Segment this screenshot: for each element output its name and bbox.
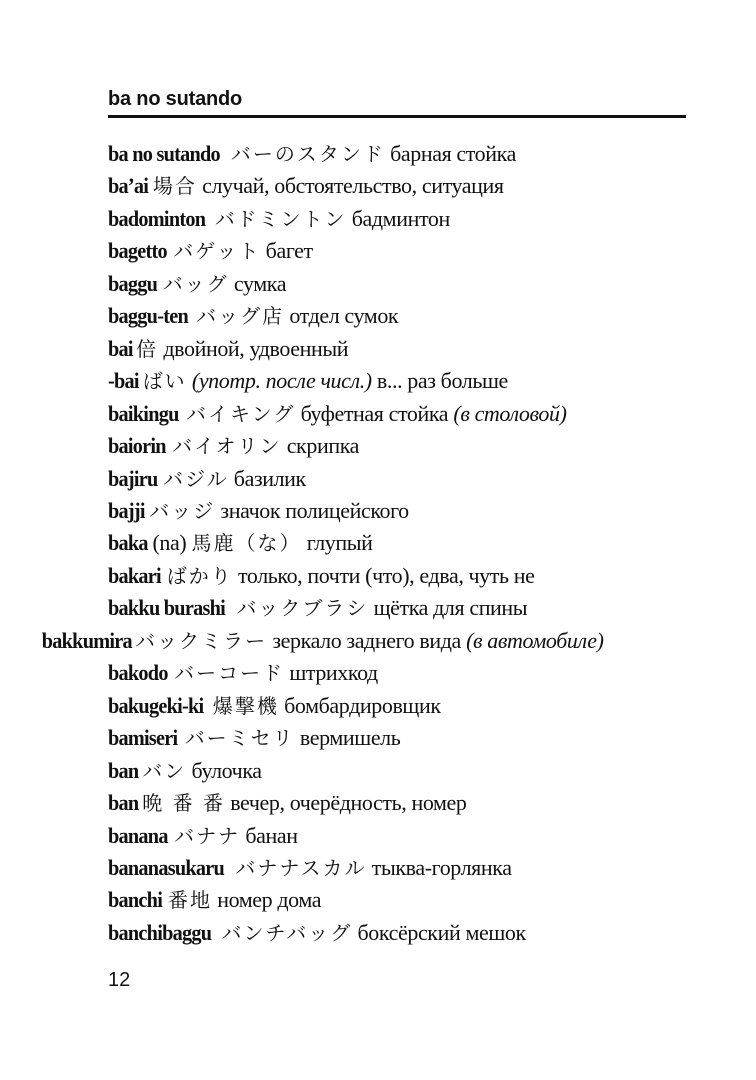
translation: случай, обстоятельство, ситуация <box>202 173 504 199</box>
entry <box>108 592 698 624</box>
translation: барная стойка <box>390 141 516 166</box>
entry <box>108 268 698 300</box>
entry <box>108 787 698 819</box>
headword: baikingu <box>108 400 179 426</box>
translation: вечер, очерёдность, номер <box>230 790 467 816</box>
translation: вермишель <box>299 725 401 751</box>
translation: банан <box>245 822 298 848</box>
translation: глупый <box>306 530 373 556</box>
headword: bakari <box>108 562 161 588</box>
translation: в... раз больше <box>376 368 508 394</box>
japanese: バーミセリ <box>184 726 295 751</box>
headword: bamiseri <box>108 725 178 751</box>
entry <box>41 625 698 657</box>
japanese: バッグ <box>162 271 229 296</box>
translation: бомбардировщик <box>284 692 441 718</box>
japanese: バナナスカル <box>235 855 367 880</box>
translation: булочка <box>191 757 262 783</box>
japanese: バックブラシ <box>236 596 369 621</box>
translation: только, почти (что), едва, чуть не <box>237 562 535 588</box>
translation: базилик <box>233 465 306 491</box>
headword: baka <box>108 530 148 556</box>
entry <box>108 463 698 495</box>
usage-note: (употр. после числ.) <box>191 368 372 394</box>
japanese: 爆撃機 <box>212 693 279 718</box>
headword: bajiru <box>108 465 158 491</box>
headword: ba’ai <box>108 173 149 199</box>
japanese: 馬鹿（な） <box>191 531 302 556</box>
entry <box>108 495 698 527</box>
japanese: バン <box>142 758 187 783</box>
entry <box>108 138 698 170</box>
translation: штрихкод <box>289 660 378 686</box>
usage-note: (в автомобиле) <box>466 627 604 653</box>
translation: номер дома <box>217 887 322 913</box>
headword: bakkumira <box>41 627 132 653</box>
translation: отдел сумок <box>289 303 399 329</box>
translation: скрипка <box>286 433 360 459</box>
headword: bakugeki-ki <box>108 692 204 718</box>
headword: baggu <box>108 270 158 296</box>
headword: banchibaggu <box>108 919 212 945</box>
japanese: バーのスタンド <box>230 142 385 166</box>
translation: щётка для спины <box>373 595 528 621</box>
japanese: バッジ <box>149 498 216 523</box>
japanese: バッグ店 <box>196 304 285 329</box>
japanese: 晩 番 番 <box>142 791 225 816</box>
translation: двойной, удвоенный <box>163 335 349 361</box>
japanese: バドミントン <box>214 206 347 231</box>
entry <box>108 430 698 462</box>
headword: baggu-ten <box>108 303 188 329</box>
translation: бадминтон <box>351 205 450 231</box>
headword: ba no sutando <box>108 141 220 166</box>
header-rule <box>108 115 686 118</box>
entry <box>108 300 698 332</box>
headword: ban <box>108 790 139 816</box>
headword: bajji <box>108 497 145 523</box>
entry <box>108 170 698 202</box>
entry-list <box>41 138 698 949</box>
translation: багет <box>265 238 313 264</box>
translation: значок полицейского <box>220 497 409 523</box>
entry <box>108 917 698 949</box>
japanese: ばかり <box>166 563 233 588</box>
entry <box>108 398 698 430</box>
entry <box>108 203 698 235</box>
entry <box>108 235 698 267</box>
japanese: 場合 <box>152 174 197 199</box>
japanese: バイオリン <box>172 434 282 459</box>
entry <box>108 690 698 722</box>
headword: bagetto <box>108 238 167 264</box>
japanese: 番地 <box>168 888 212 913</box>
entry <box>108 333 698 365</box>
headword: badominton <box>108 205 206 231</box>
japanese: バナナ <box>174 823 241 848</box>
japanese: バックミラー <box>135 628 268 653</box>
headword: baiorin <box>108 433 166 459</box>
entry <box>108 852 698 884</box>
entry <box>108 722 698 754</box>
headword: bakku burashi <box>108 595 226 621</box>
entry <box>108 560 698 592</box>
japanese: バジル <box>163 466 229 491</box>
grammar-note: (na) <box>152 530 187 556</box>
translation: боксёрский мешок <box>357 919 526 945</box>
entry <box>108 657 698 689</box>
headword: ban <box>108 757 139 783</box>
headword: bananasukaru <box>108 854 225 880</box>
japanese: バイキング <box>185 401 296 426</box>
headword: bakodo <box>108 660 168 686</box>
translation: зеркало заднего вида <box>272 627 461 653</box>
japanese: バゲット <box>173 239 261 264</box>
entry <box>108 755 698 787</box>
translation: буфетная стойка <box>300 400 449 426</box>
japanese: バンチバッグ <box>221 920 353 945</box>
headword: -bai <box>108 368 139 394</box>
usage-note: (в столовой) <box>453 400 567 426</box>
entry <box>108 527 698 559</box>
headword: banana <box>108 822 168 848</box>
headword: banchi <box>108 887 163 913</box>
entry <box>108 820 698 852</box>
translation: сумка <box>233 270 287 296</box>
translation: тыква-горлянка <box>371 854 512 880</box>
entry <box>108 884 698 916</box>
page-number: 12 <box>108 969 131 991</box>
japanese: バーコード <box>174 661 285 686</box>
japanese: 倍 <box>136 336 159 361</box>
running-head: ba no sutando <box>108 88 243 110</box>
entry <box>108 365 698 397</box>
headword: bai <box>108 335 133 361</box>
japanese: ばい <box>142 369 187 394</box>
